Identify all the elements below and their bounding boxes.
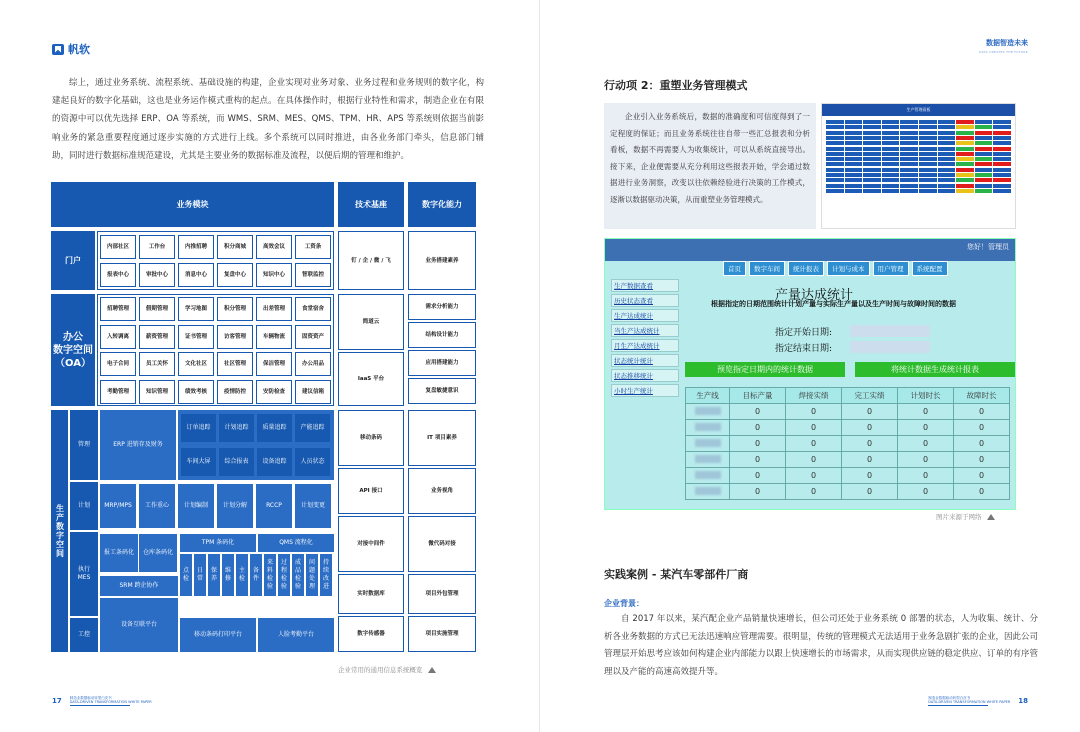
oa-item: 员工关怀 bbox=[139, 352, 175, 376]
dashboard-row bbox=[826, 147, 1011, 151]
oa-item: 车辆物流 bbox=[256, 325, 292, 349]
portal-item: 工资条 bbox=[295, 235, 331, 259]
start-date-label: 指定开始日期: bbox=[775, 328, 833, 338]
oa-item: 积分管理 bbox=[217, 297, 253, 321]
prod-tech: 实时数据库 bbox=[338, 574, 404, 614]
system-tab[interactable]: 统计报表 bbox=[788, 261, 824, 276]
oa-item: 出差管理 bbox=[256, 297, 292, 321]
table-cell: 0 bbox=[730, 404, 786, 420]
erp-item: 订单追踪 bbox=[181, 414, 216, 442]
figure-caption-right bbox=[936, 512, 995, 521]
table-cell: 0 bbox=[898, 484, 954, 500]
footer-title: 制造业数据驱动转型白皮书 bbox=[69, 696, 112, 700]
logo-icon bbox=[52, 44, 64, 55]
portal-item: 内推招聘 bbox=[178, 235, 214, 259]
plan-item: MRP/MPS bbox=[100, 484, 136, 528]
qms-header: QMS 流程化 bbox=[258, 534, 334, 552]
intro-paragraph: 综上，通过业务系统、流程系统、基础设施的构建，企业实现对业务对象、业务过程和业务规则的数字化，构建起良好的数字化基础，这也是业务运作模式重构的起点。在具体操作时，根据行业特性和需求，制造企业在有限的资源中可以优先选择 ERP、OA 等系统，而 WMS、SRM、MES、QMS、TPM、HR、APS 等系统则依据当前影响业务的紧急重要程度通过逐步实施的方式进行上线。多个系统可以同时推进，由各业务部门牵头，信息部门辅助，同时进行数据标准规范建设，尤其是主要业务的数据标准及流程，以便后期的管理和维护。 bbox=[52, 78, 484, 161]
exec-item-report: 报工条码化 bbox=[100, 534, 138, 572]
dashboard-row bbox=[826, 168, 1011, 172]
system-tabs bbox=[723, 261, 948, 276]
oa-item: 薪资管理 bbox=[139, 325, 175, 349]
system-tab[interactable]: 计划与成本 bbox=[827, 261, 870, 276]
plan-item: 计划编制 bbox=[178, 484, 214, 528]
table-cell: 0 bbox=[730, 436, 786, 452]
table-cell: 0 bbox=[898, 404, 954, 420]
system-title: 产量达成统计 bbox=[775, 288, 854, 303]
oa-item: 办公用品 bbox=[295, 352, 331, 376]
exec-col: 问 题 处 理 bbox=[306, 554, 318, 596]
dashboard-row bbox=[826, 141, 1011, 145]
logo-text: 帆软 bbox=[68, 43, 90, 56]
dashboard-row bbox=[826, 184, 1011, 188]
dashboard-row bbox=[826, 173, 1011, 177]
header-tech-base: 技术基座 bbox=[338, 182, 404, 227]
oa-item: 文化社区 bbox=[178, 352, 214, 376]
line-cell bbox=[686, 404, 730, 420]
table-cell: 0 bbox=[730, 484, 786, 500]
exec-col: 日 常 bbox=[194, 554, 206, 596]
triangle-icon bbox=[428, 667, 436, 673]
oa-item: 固资资产 bbox=[295, 325, 331, 349]
table-cell: 0 bbox=[954, 404, 1010, 420]
table-cell: 0 bbox=[898, 468, 954, 484]
system-sidebar-item[interactable]: 小时生产统计 bbox=[611, 384, 679, 397]
report-button: 将统计数据生成统计报表 bbox=[855, 362, 1015, 377]
triangle-icon bbox=[987, 514, 995, 520]
exec-col: 保 养 bbox=[208, 554, 220, 596]
table-row bbox=[686, 452, 1010, 468]
exec-col: 成 品 检 验 bbox=[292, 554, 304, 596]
line-cell bbox=[686, 436, 730, 452]
table-row bbox=[686, 436, 1010, 452]
system-tab[interactable]: 系统配置 bbox=[912, 261, 948, 276]
erp-item: 产能追踪 bbox=[295, 414, 330, 442]
dashboard-row bbox=[826, 152, 1011, 156]
oa-item: 考勤管理 bbox=[100, 380, 136, 404]
line-cell bbox=[686, 452, 730, 468]
exec-col: 维 修 bbox=[222, 554, 234, 596]
oa-item: 入转调离 bbox=[100, 325, 136, 349]
system-sidebar-item[interactable]: 历史状态查看 bbox=[611, 294, 679, 307]
prod-capability: 项目实施管理 bbox=[408, 616, 476, 652]
system-banner bbox=[605, 239, 1015, 261]
dashboard-row bbox=[826, 189, 1011, 193]
table-header: 计划时长 bbox=[898, 388, 954, 404]
exec-item-warehouse: 仓库条码化 bbox=[139, 534, 177, 572]
exec-col: 持 续 改 进 bbox=[320, 554, 332, 596]
oa-capability: 结构设计能力 bbox=[408, 322, 476, 348]
portal-item: 复盘中心 bbox=[217, 263, 253, 287]
portal-item: 工作台 bbox=[139, 235, 175, 259]
oa-item: 保洁管理 bbox=[256, 352, 292, 376]
table-cell: 0 bbox=[786, 420, 842, 436]
page-number: 17 bbox=[52, 697, 62, 705]
table-cell: 0 bbox=[842, 404, 898, 420]
portal-tech: 钉 / 企 / 微 / 飞 bbox=[338, 231, 404, 290]
system-description: 根据指定的日期范围统计计划产量与实际生产量以及生产时间与故障时间的数据 bbox=[711, 299, 956, 308]
table-cell: 0 bbox=[954, 468, 1010, 484]
oa-item: 学习地图 bbox=[178, 297, 214, 321]
section-title-action2: 行动项 2：重塑业务管理模式 bbox=[604, 79, 748, 92]
tpm-header: TPM 条码化 bbox=[180, 534, 256, 552]
exec-col: 点 检 bbox=[180, 554, 192, 596]
system-tab[interactable]: 数字车间 bbox=[749, 261, 785, 276]
oa-label: 办公 数字空间 （OA） bbox=[51, 294, 95, 406]
dashboard-row bbox=[826, 157, 1011, 161]
dashboard-row bbox=[826, 178, 1011, 182]
oa-capability: 需求分析能力 bbox=[408, 294, 476, 320]
right-page bbox=[540, 0, 1080, 732]
table-cell: 0 bbox=[954, 436, 1010, 452]
system-sidebar-item[interactable]: 当生产达成统计 bbox=[611, 324, 679, 337]
portal-item: 内部社区 bbox=[100, 235, 136, 259]
portal-item: 积分商城 bbox=[217, 235, 253, 259]
oa-tech-1: 简道云 bbox=[338, 294, 404, 350]
footer-subtitle: DATA-DRIVEN TRANSFORMATION WHITE PAPER bbox=[928, 700, 1011, 704]
table-cell: 0 bbox=[842, 436, 898, 452]
portal-item: 消息中心 bbox=[178, 263, 214, 287]
portal-item: 智联监控 bbox=[295, 263, 331, 287]
prod-tech: 对接中间件 bbox=[338, 516, 404, 572]
dashboard-row bbox=[826, 120, 1011, 124]
dashboard-row bbox=[826, 125, 1011, 129]
table-header: 生产线 bbox=[686, 388, 730, 404]
exec-col: 来 料 检 验 bbox=[264, 554, 276, 596]
prod-capability: IT 项目素养 bbox=[408, 410, 476, 466]
line-cell bbox=[686, 468, 730, 484]
system-sidebar-item[interactable]: 状态统计统计 bbox=[611, 354, 679, 367]
table-row bbox=[686, 484, 1010, 500]
table-cell: 0 bbox=[842, 452, 898, 468]
oa-item: 绩效考核 bbox=[178, 380, 214, 404]
prod-capability: 微代码对接 bbox=[408, 516, 476, 572]
oa-item: 招聘管理 bbox=[100, 297, 136, 321]
footer-title: 制造业数据驱动转型白皮书 bbox=[928, 696, 971, 700]
system-sidebar bbox=[611, 279, 679, 399]
system-sidebar-item[interactable]: 生产达成统计 bbox=[611, 309, 679, 322]
table-cell: 0 bbox=[954, 484, 1010, 500]
table-cell: 0 bbox=[786, 436, 842, 452]
footer-divider bbox=[70, 705, 130, 706]
prod-row-plan: 计划 bbox=[70, 482, 98, 530]
erp-item: 质量追踪 bbox=[257, 414, 292, 442]
prod-tech: 数字传感器 bbox=[338, 616, 404, 652]
prod-capability: 项目外包管理 bbox=[408, 574, 476, 614]
portal-label: 门户 bbox=[51, 231, 95, 290]
plan-item: RCCP bbox=[256, 484, 292, 528]
prod-capability: 业务视角 bbox=[408, 468, 476, 514]
erp-item: 人员状态 bbox=[295, 448, 330, 476]
oa-item: 假期管理 bbox=[139, 297, 175, 321]
table-cell: 0 bbox=[842, 484, 898, 500]
dashboard-header: 生产管理看板 bbox=[822, 104, 1015, 116]
portal-item: 高效会议 bbox=[256, 235, 292, 259]
plan-item: 工作重心 bbox=[139, 484, 175, 528]
system-tab[interactable]: 首页 bbox=[723, 261, 746, 276]
system-sidebar-item[interactable]: 月生产达成统计 bbox=[611, 339, 679, 352]
user-greeting: 您好！管理员 bbox=[967, 243, 1009, 251]
prod-tech: API 接口 bbox=[338, 468, 404, 514]
portal-item: 报表中心 bbox=[100, 263, 136, 287]
prod-tech: 移动条码 bbox=[338, 410, 404, 466]
oa-item: 知识管理 bbox=[139, 380, 175, 404]
table-header: 焊接实绩 bbox=[786, 388, 842, 404]
line-cell bbox=[686, 484, 730, 500]
dashboard-row bbox=[826, 131, 1011, 135]
erp-block: ERP 进销存及财务 bbox=[100, 410, 176, 480]
prod-row-exec: 执行 MES bbox=[70, 532, 98, 616]
table-cell: 0 bbox=[898, 452, 954, 468]
plan-item: 计划分解 bbox=[217, 484, 253, 528]
system-screenshot bbox=[604, 238, 1016, 510]
table-header: 目标产量 bbox=[730, 388, 786, 404]
header-business-module: 业务模块 bbox=[51, 182, 334, 227]
section-title-case: 实践案例 - 某汽车零部件厂商 bbox=[604, 568, 749, 581]
line-cell bbox=[686, 420, 730, 436]
oa-item: 访客管理 bbox=[217, 325, 253, 349]
dashboard-row bbox=[826, 162, 1011, 166]
erp-item: 车间大屏 bbox=[181, 448, 216, 476]
mobile-print-platform: 移动条码打印平台 bbox=[180, 618, 256, 652]
portal-item: 审批中心 bbox=[139, 263, 175, 287]
oa-item: 安防检查 bbox=[256, 380, 292, 404]
slogan-subtext: DATA CREATES THE FUTURE bbox=[979, 50, 1028, 54]
table-cell: 0 bbox=[730, 420, 786, 436]
oa-item: 证书管理 bbox=[178, 325, 214, 349]
start-date-input bbox=[850, 325, 930, 337]
table-row bbox=[686, 404, 1010, 420]
oa-capability: 应用搭建能力 bbox=[408, 350, 476, 376]
footer-divider bbox=[928, 705, 988, 706]
case-paragraph: 自 2017 年以来，某汽配企业产品销量快速增长，但公司还处于业务系统 0 部署的状态，人为收集、统计、分析各业务数据的方式已无法迅速响应管理需要。很明显，传统的管理模式无法适用于业务急剧扩张的企业，因此公司管理层开始思考应该如何构建企业内部能力以跟上快速增长的市场需求，从而实现供应链的稳定供应、订单的有序管理以及产能的高速高效提升等。 bbox=[604, 614, 1038, 677]
erp-item: 设备追踪 bbox=[257, 448, 292, 476]
table-cell: 0 bbox=[842, 468, 898, 484]
footer-right bbox=[928, 696, 1028, 706]
page-number: 18 bbox=[1018, 697, 1028, 705]
table-cell: 0 bbox=[898, 420, 954, 436]
portal-capability: 业务搭建素养 bbox=[408, 231, 476, 290]
srm-block: SRM 跨企协作 bbox=[100, 576, 178, 596]
table-cell: 0 bbox=[786, 404, 842, 420]
table-cell: 0 bbox=[786, 484, 842, 500]
exec-col: 过 程 检 验 bbox=[278, 554, 290, 596]
table-cell: 0 bbox=[786, 452, 842, 468]
case-subtitle: 企业背景： bbox=[604, 599, 644, 608]
figure-caption-left bbox=[338, 665, 436, 674]
table-cell: 0 bbox=[786, 468, 842, 484]
oa-item: 疫情防控 bbox=[217, 380, 253, 404]
oa-tech-2: IaaS 平台 bbox=[338, 352, 404, 406]
table-cell: 0 bbox=[730, 452, 786, 468]
table-header: 故障时长 bbox=[954, 388, 1010, 404]
system-sidebar-item[interactable]: 状态推移统计 bbox=[611, 369, 679, 382]
production-table bbox=[685, 387, 1010, 500]
brand-logo bbox=[52, 41, 90, 57]
oa-item: 食堂宿舍 bbox=[295, 297, 331, 321]
highlight-box bbox=[604, 103, 816, 229]
prod-row-control: 工控 bbox=[70, 618, 98, 652]
erp-item: 计划追踪 bbox=[219, 414, 254, 442]
end-date-label: 指定结束日期: bbox=[775, 344, 833, 354]
header-digital-capability: 数字化能力 bbox=[408, 182, 476, 227]
system-sidebar-item[interactable]: 生产数据查看 bbox=[611, 279, 679, 292]
table-row bbox=[686, 420, 1010, 436]
face-attendance-platform: 人脸考勤平台 bbox=[258, 618, 334, 652]
table-header: 完工实绩 bbox=[842, 388, 898, 404]
table-cell: 0 bbox=[954, 420, 1010, 436]
footer-subtitle: DATA-DRIVEN TRANSFORMATION WHITE PAPER bbox=[69, 700, 152, 704]
exec-col: 主 检 bbox=[236, 554, 248, 596]
highlight-text: 企业引入业务系统后，数据的准确度和可信度得到了一定程度的保证；而且业务系统往往自带一些汇总报表和分析看板，数据不再需要人为收集统计，可以从系统直接导出。接下来，企业便需要从充分利用这些报表开始，学会通过数据进行业务洞察，改变以往依赖经验进行决策的工作模式，逐渐以数据驱动决策，从而重塑业务管理模式。 bbox=[610, 112, 810, 204]
iot-platform: 设备互联平台 bbox=[100, 598, 178, 652]
prod-row-manage: 管理 bbox=[70, 410, 98, 480]
footer-left bbox=[52, 696, 152, 706]
dashboard-screenshot bbox=[821, 103, 1016, 229]
portal-item: 知识中心 bbox=[256, 263, 292, 287]
caption-text: 企业常用的通用信息系统概览 bbox=[338, 666, 423, 674]
plan-item: 计划变更 bbox=[295, 484, 331, 528]
oa-capability: 复盘敏捷意识 bbox=[408, 378, 476, 404]
oa-item: 电子合同 bbox=[100, 352, 136, 376]
systems-grid bbox=[51, 182, 476, 652]
table-cell: 0 bbox=[730, 468, 786, 484]
slogan bbox=[979, 38, 1028, 54]
exec-col: 备 件 bbox=[250, 554, 262, 596]
table-cell: 0 bbox=[954, 452, 1010, 468]
system-tab[interactable]: 用户管理 bbox=[873, 261, 909, 276]
production-label: 生产数字空间 bbox=[51, 410, 68, 652]
erp-item: 综合报表 bbox=[219, 448, 254, 476]
oa-item: 社区管理 bbox=[217, 352, 253, 376]
caption-text: 图片来源于网络 bbox=[936, 513, 982, 521]
preview-button: 预览指定日期内的统计数据 bbox=[685, 362, 845, 377]
slogan-text: 数据智造未来 bbox=[986, 39, 1028, 47]
table-cell: 0 bbox=[842, 420, 898, 436]
dashboard-row bbox=[826, 136, 1011, 140]
end-date-input bbox=[850, 341, 930, 353]
table-row bbox=[686, 468, 1010, 484]
oa-item: 建议信箱 bbox=[295, 380, 331, 404]
table-cell: 0 bbox=[898, 436, 954, 452]
